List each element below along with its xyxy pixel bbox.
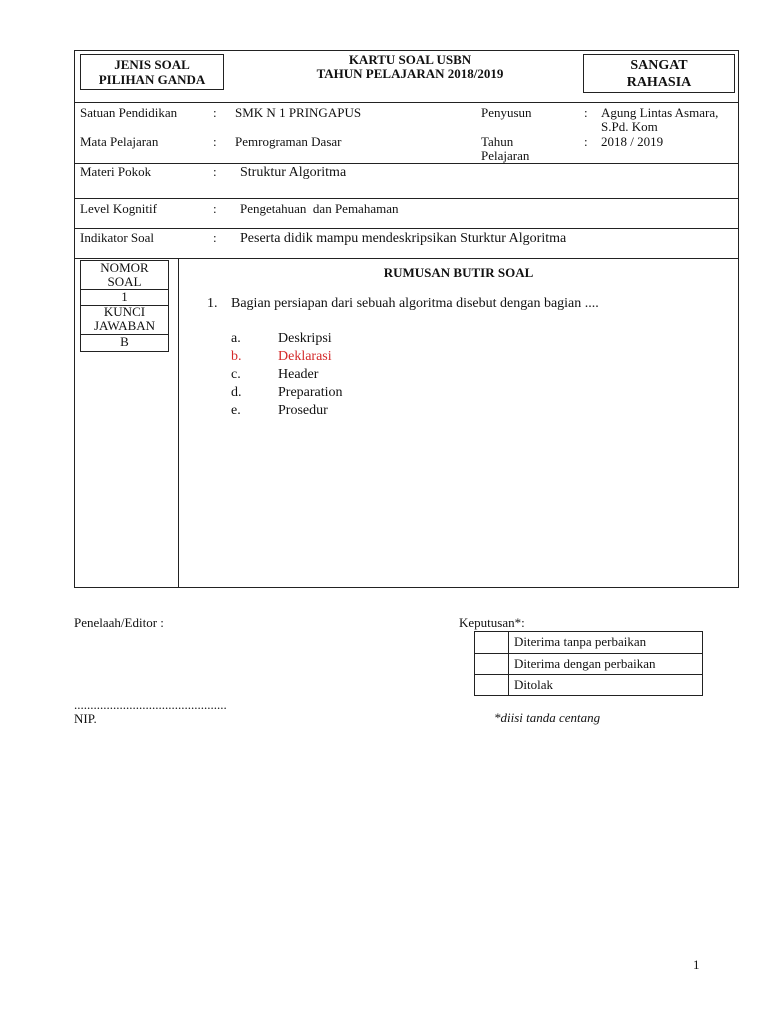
kunci-label-line2: JAWABAN — [93, 318, 156, 333]
divider-level — [74, 198, 739, 199]
decision-label: Ditolak — [514, 677, 553, 693]
divider-materi — [74, 163, 739, 164]
card-title-line2: TAHUN PELAJARAN 2018/2019 — [316, 66, 504, 81]
indikator-value: Peserta didik mampu mendeskripsikan Sturktur Algoritma — [240, 231, 567, 246]
keputusan-label: Keputusan*: — [459, 615, 525, 630]
mapel-label: Mata Pelajaran — [80, 134, 159, 149]
tahun-colon: : — [584, 134, 588, 149]
penyusun-value-line1: Agung Lintas Asmara, — [601, 105, 719, 120]
kunci-label-line1: KUNCI — [103, 304, 146, 319]
option-text: Deskripsi — [278, 331, 332, 346]
decision-checkbox[interactable] — [475, 654, 507, 674]
decision-checkbox[interactable] — [475, 632, 507, 652]
indikator-label: Indikator Soal — [80, 230, 155, 245]
materi-colon: : — [213, 164, 217, 179]
option-letter: a. — [231, 331, 241, 346]
card-title-line1: KARTU SOAL USBN — [348, 52, 472, 67]
satuan-colon: : — [213, 105, 217, 120]
question-column-divider — [178, 258, 179, 588]
nomor-label-line2: SOAL — [107, 274, 142, 289]
option-text: Prosedur — [278, 403, 328, 418]
editor-label: Penelaah/Editor : — [74, 615, 164, 630]
mapel-colon: : — [213, 134, 217, 149]
penyusun-value-line2: S.Pd. Kom — [601, 119, 658, 134]
option-text: Preparation — [278, 385, 343, 400]
tahun-label-line2: Pelajaran — [481, 148, 530, 163]
level-value: Pengetahuan dan Pemahaman — [240, 201, 399, 216]
tahun-label-line1: Tahun — [481, 134, 514, 149]
nip-label: NIP. — [74, 711, 97, 726]
kunci-value: B — [120, 334, 129, 349]
materi-label: Materi Pokok — [80, 164, 152, 179]
divider-question — [74, 258, 739, 259]
indikator-colon: : — [213, 230, 217, 245]
decision-row-divider — [474, 674, 703, 675]
nomor-label-line1: NOMOR — [100, 260, 149, 275]
question-text: Bagian persiapan dari sebuah algoritma disebut dengan bagian .... — [231, 296, 599, 311]
mapel-value: Pemrograman Dasar — [235, 134, 342, 149]
option-letter: e. — [231, 403, 241, 418]
divider-indikator — [74, 228, 739, 229]
jenis-soal-line1: JENIS SOAL — [114, 57, 190, 72]
jenis-soal-line2: PILIHAN GANDA — [98, 72, 206, 87]
secret-line1: SANGAT — [630, 58, 688, 73]
note-text: *diisi tanda centang — [494, 710, 601, 725]
decision-column-divider — [508, 631, 509, 696]
decision-label: Diterima tanpa perbaikan — [514, 634, 647, 649]
satuan-label: Satuan Pendidikan — [80, 105, 178, 120]
signature-dots: ............................................... — [74, 697, 227, 712]
option-text: Deklarasi — [278, 349, 332, 364]
nomor-value: 1 — [121, 289, 128, 304]
satuan-value: SMK N 1 PRINGAPUS — [235, 105, 362, 120]
secret-line2: RAHASIA — [626, 75, 692, 90]
option-letter: c. — [231, 367, 241, 382]
question-number: 1. — [207, 296, 218, 311]
level-colon: : — [213, 201, 217, 216]
option-letter: b. — [231, 349, 242, 364]
level-label: Level Kognitif — [80, 201, 157, 216]
decision-label: Diterima dengan perbaikan — [514, 655, 656, 671]
decision-row-divider — [474, 653, 703, 654]
option-letter: d. — [231, 385, 242, 400]
section-title: RUMUSAN BUTIR SOAL — [383, 265, 534, 280]
decision-checkbox[interactable] — [475, 675, 507, 695]
tahun-value: 2018 / 2019 — [601, 134, 664, 149]
option-text: Header — [278, 367, 319, 382]
penyusun-label: Penyusun — [481, 105, 532, 120]
main-card-frame — [74, 102, 739, 588]
materi-value: Struktur Algoritma — [240, 165, 347, 180]
penyusun-colon: : — [584, 105, 588, 120]
page-number: 1 — [693, 957, 700, 972]
